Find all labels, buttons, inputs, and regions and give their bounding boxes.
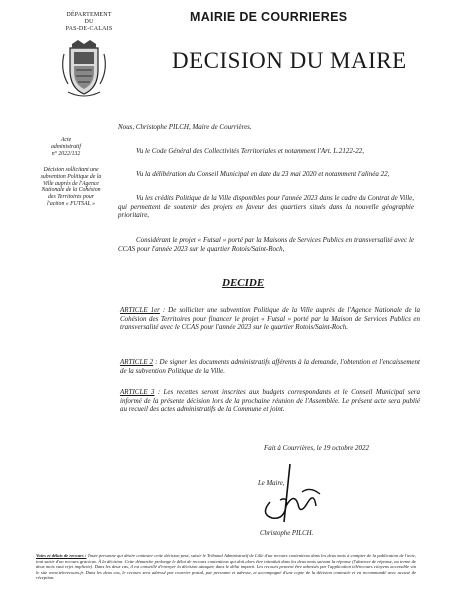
article-2	[120, 358, 420, 375]
act-summary: Décision sollicitant une subvention Politique de la Ville auprès de l'Agence Nationale de la Cohésion des Territoires pour l'action « FUTSAL »	[40, 167, 102, 207]
preamble-nous: Nous, Christophe PILCH, Maire de Courrières.	[118, 123, 252, 131]
considerant: Considérant le projet « Futsal » porté par la Maisons de Services Publics en transversalité avec le CCAS pour l'année 2023 sur le quartier Rotois/Saint-Roch,	[118, 236, 414, 253]
article-text: : De solliciter une subvention Politique de la Ville auprès de l'Agence Nationale de la Cohésion des Territoires pour financer le projet « Futsal » porté par la Maison de Services Publics en transversalité avec le CCAS pour l'année 2023 sur le quartier Rotois/Saint-Roch.	[120, 306, 420, 332]
visa-credits: Vu les crédits Politique de la Ville disponibles pour l'année 2023 dans le cadre du Contrat de Ville, qui permettent de soutenir des projets en faveur des quartiers situés dans la nouvelle géographie prioritaire,	[118, 194, 414, 220]
article-3	[120, 388, 420, 414]
place-date: Fait à Courrières, le 19 octobre 2022	[264, 444, 370, 452]
signature-icon	[250, 462, 340, 532]
department-line: DU	[84, 19, 94, 25]
appeal-text: Toute personne qui désire contester cette décision peut, saisir le Tribunal Administratif de Lille d'un recours contentieux dans les deux mois à compter de la publication de l'acte, tout saisir d'un recours gracieux. À la décision. Cette démarche prolonge le délai de recours contentieux qui doit alors être introduit dans les deux mois suivant la réponse (l'absence de réponse, au terme de deux mois vaut rejet implicite). Dans les deux cas, il est conseillé d'envoyer la décision attaquée dans le délai imparti. Les recours peuvent être adressés par l'application télérecours citoyens accessible via le site www.telerecours.fr. Dans les deux cas, le recours sera adressé par courrier postal, par personne et adresse, et accompagné d'une copie de la décision contestée et en recommandé avec accusé de réception.	[36, 553, 416, 581]
mayor-name: Christophe PILCH.	[260, 530, 314, 537]
department-line: PAS-DE-CALAIS	[65, 26, 113, 32]
article-label: ARTICLE 2	[120, 358, 154, 366]
article-1	[120, 306, 420, 332]
article-label: ARTICLE 1er	[120, 306, 160, 314]
appeal-notice	[36, 553, 416, 581]
visa-deliberation: Vu la délibération du Conseil Municipal en date du 23 mai 2020 et notamment l'alinéa 22,	[136, 170, 390, 178]
mayor-label: Le Maire,	[258, 480, 285, 487]
coat-of-arms-icon	[58, 40, 110, 98]
act-reference	[36, 137, 96, 157]
article-text: : Les recettes seront inscrites aux budgets correspondants et le Conseil Municipal sera informé de la présente décision lors de la prochaine réunion de l'Assemblée. Le présent acte sera publié au recueil des actes administratifs de la Commune et joint.	[120, 388, 420, 414]
act-label: Acte	[60, 137, 72, 143]
appeal-label: Voies et délais de recours :	[36, 553, 87, 558]
department-header	[44, 12, 134, 33]
article-label: ARTICLE 3	[120, 388, 155, 396]
visa-cgct: Vu le Code Général des Collectivités Territoriales et notamment l'Art. L.2122-22,	[136, 147, 365, 155]
act-number: n° 2022/132	[51, 150, 81, 157]
act-type: administratif	[51, 143, 81, 150]
document-title: DECISION DU MAIRE	[172, 48, 407, 73]
town-hall-title: MAIRIE DE COURRIERES	[190, 10, 348, 24]
decide-heading: DECIDE	[222, 277, 265, 289]
department-line: DÉPARTEMENT	[66, 12, 112, 18]
article-text: : De signer les documents administratifs afférents à la demande, l'obtention et l'encaissement de la subvention Politique de la Ville.	[120, 358, 420, 375]
